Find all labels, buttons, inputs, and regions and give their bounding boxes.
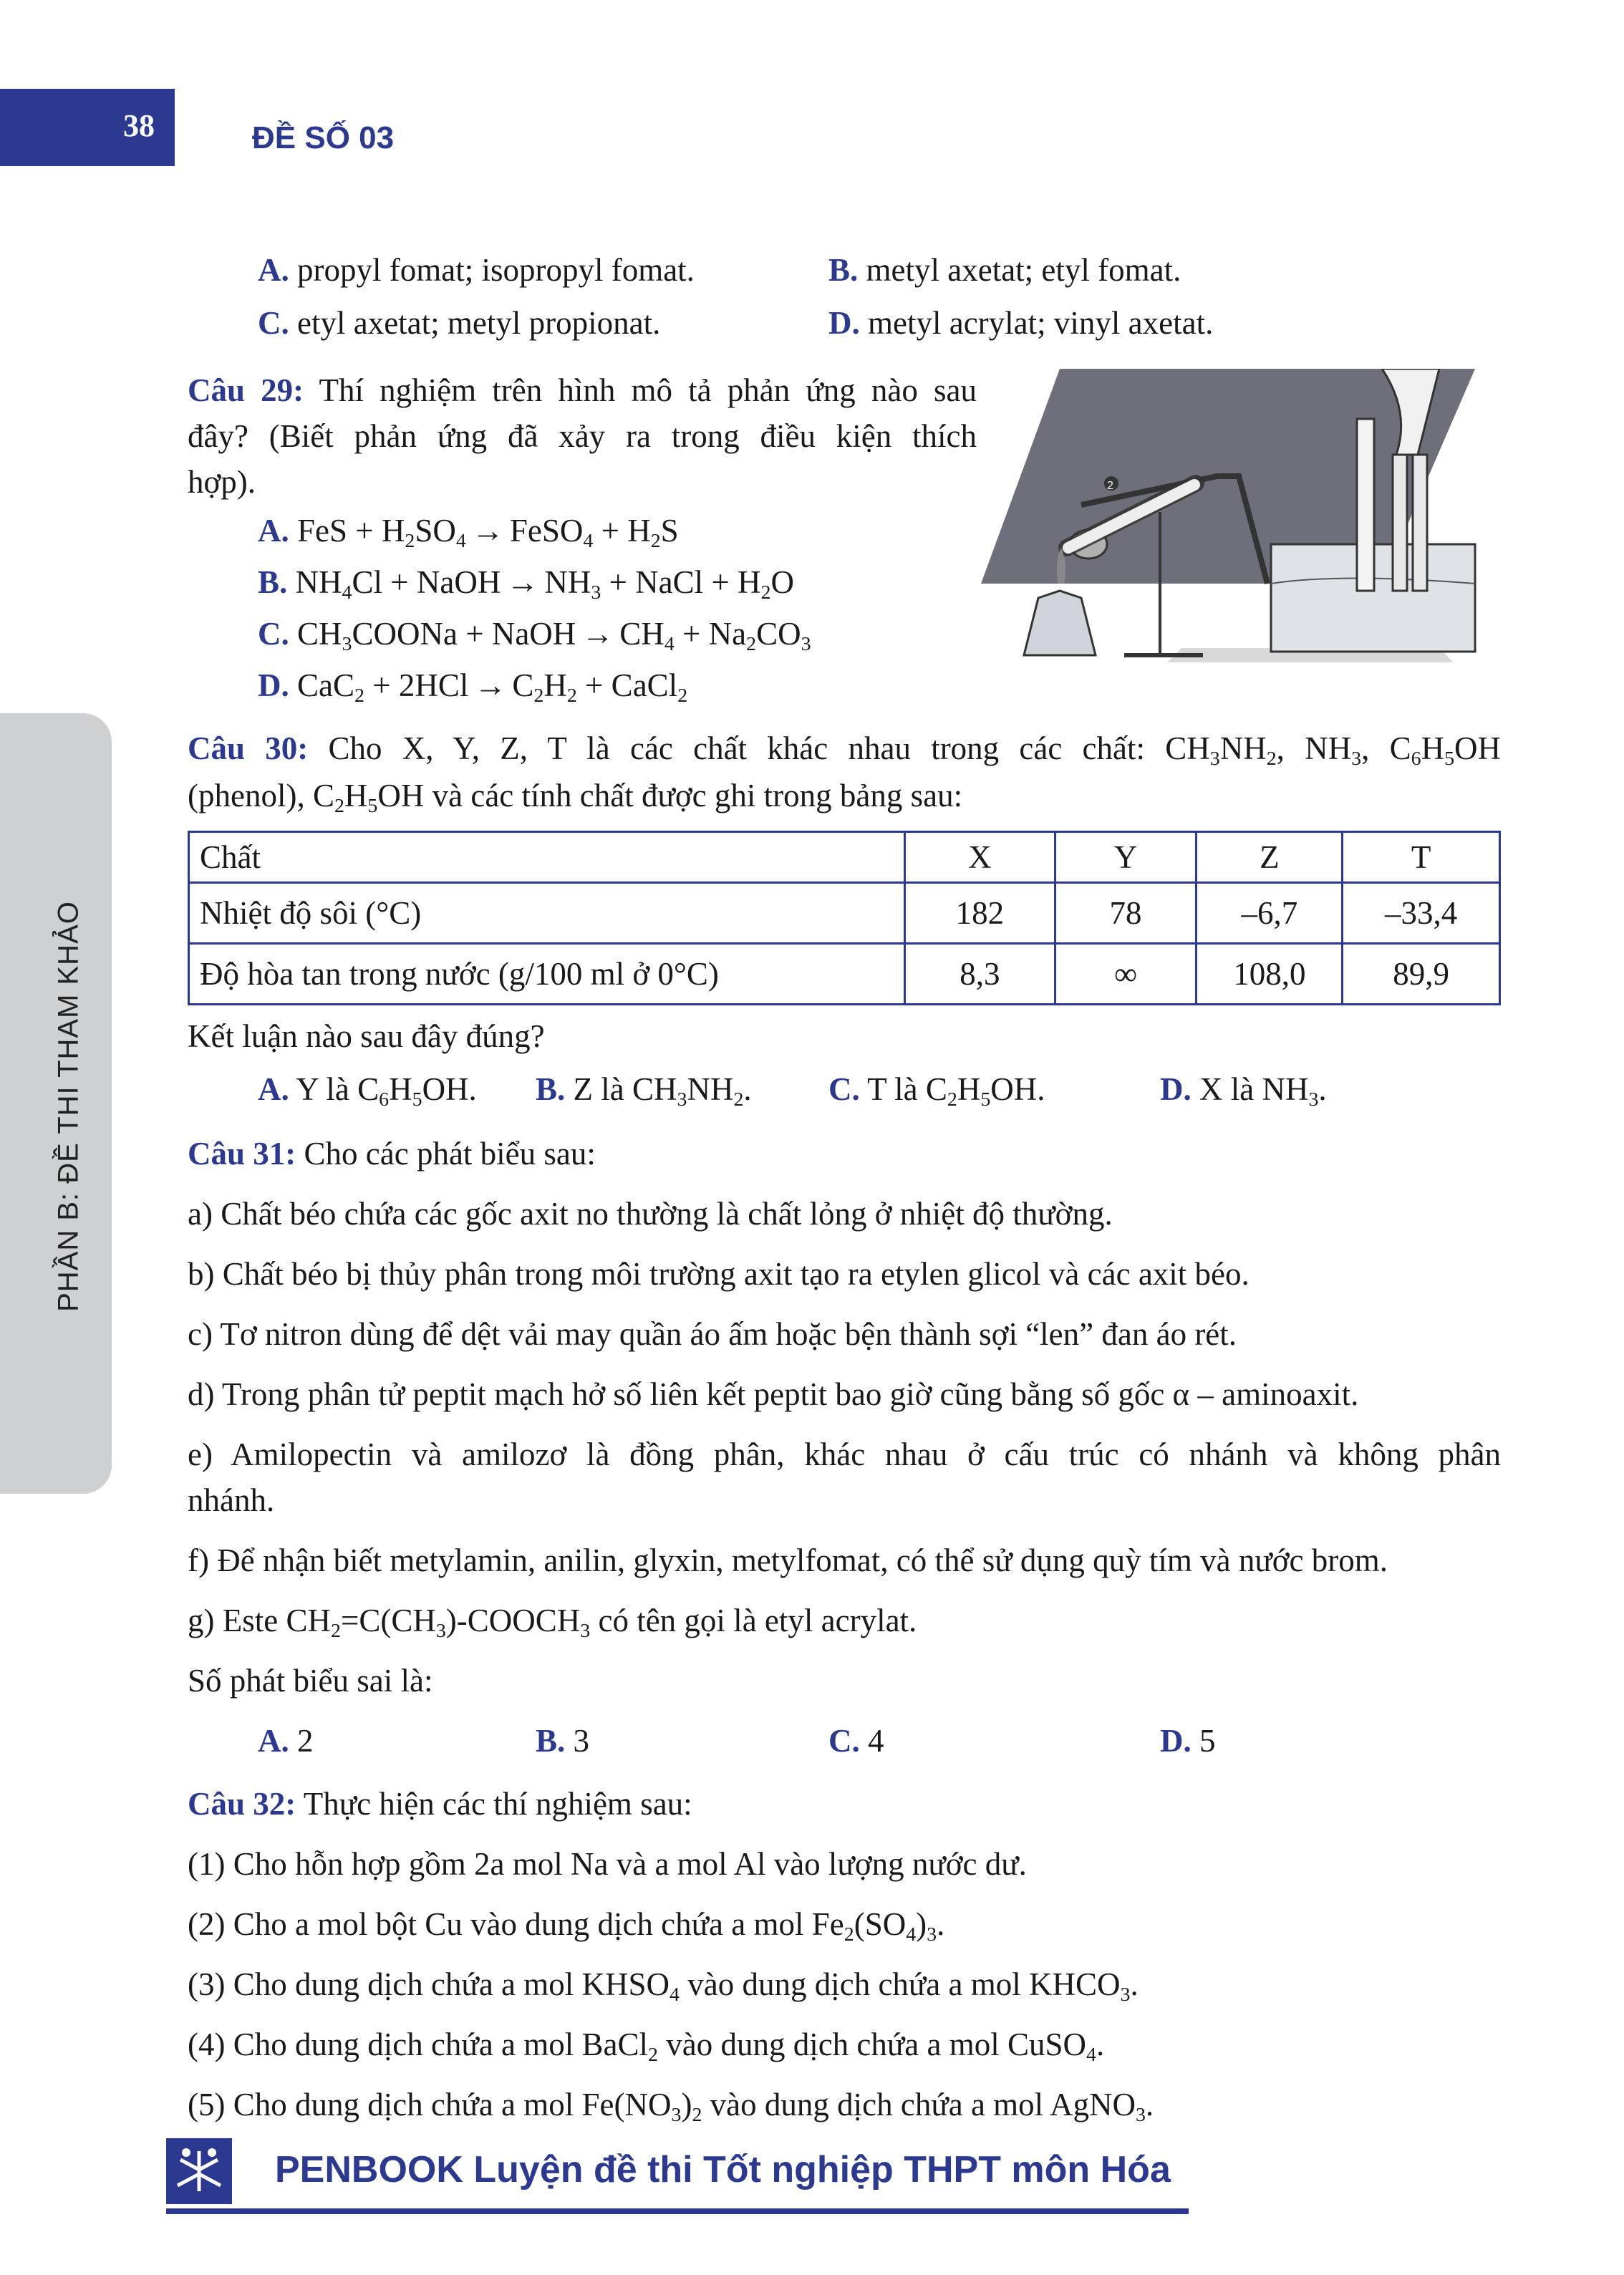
footer-rule: [166, 2208, 1189, 2214]
q32-stem: Câu 32: Thực hiện các thí nghiệm sau:: [188, 1786, 692, 1822]
q32-item: (3) Cho dung dịch chứa a mol $KHSO_4$ vào dung dịch chứa a mol $KHCO_3$.: [188, 1966, 1139, 2006]
q28-option-d: D. metyl acrylat; vinyl axetat.: [828, 305, 1214, 341]
table-cell: 108,0: [1197, 944, 1343, 1005]
q29-option-c: C. $CH_3COONa$ + NaOH → $CH_4 + Na_2CO_3$: [258, 616, 811, 655]
table-cell: Độ hòa tan trong nước (g/100 ml ở 0°C): [189, 944, 905, 1005]
q31-question: Số phát biểu sai là:: [188, 1663, 433, 1699]
q30-option-d: D. X là $NH_3$.: [1160, 1071, 1327, 1111]
book-icon: [166, 2138, 232, 2204]
table-cell: 78: [1055, 883, 1197, 944]
q29-stem-line1: Câu 29: Thí nghiệm trên hình mô tả phản ứng nào sau: [188, 372, 977, 408]
table-cell: 8,3: [904, 944, 1055, 1005]
table-cell: 89,9: [1343, 944, 1500, 1005]
table-header-cell: Chất: [189, 832, 905, 883]
page-title: ĐỀ SỐ 03: [252, 120, 395, 155]
table-header-cell: T: [1343, 832, 1500, 883]
q31-statement: c) Tơ nitron dùng để dệt vải may quần áo ấm hoặc bện thành sợi “len” đan áo rét.: [188, 1316, 1237, 1352]
q31-option-c: C. 4: [828, 1723, 884, 1759]
collecting-tube: [1357, 419, 1374, 591]
page-number: 38: [123, 108, 155, 143]
q28-option-a: A. propyl fomat; isopropyl fomat.: [258, 252, 695, 288]
table-cell: –6,7: [1197, 883, 1343, 944]
q29-stem-line2: đây? (Biết phản ứng đã xảy ra trong điều kiện thích: [188, 418, 977, 454]
footer-logo: [166, 2138, 232, 2204]
q30-stem-line2: (phenol), $C_2H_5OH$ và các tính chất được ghi trong bảng sau:: [188, 778, 963, 817]
figure-marker: 2: [1107, 480, 1113, 492]
q31-statement: g) Este $CH_2=C(CH_3)-COOCH_3$ có tên gọi là etyl acrylat.: [188, 1603, 917, 1642]
q31-option-a: A. 2: [258, 1723, 314, 1759]
q29-stem-line3: hợp).: [188, 464, 256, 500]
q28-option-c: C. etyl axetat; metyl propionat.: [258, 305, 661, 341]
table-cell: 182: [904, 883, 1055, 944]
q29-option-d: D. $CaC_2 + 2HCl \to C_2H_2$ + CaCl$_2$: [258, 667, 688, 707]
side-tab-label: PHẦN B: ĐỀ THI THAM KHẢO: [52, 901, 84, 1312]
q30-option-a: A. Y là $C_6H_5OH$.: [258, 1071, 477, 1111]
table-cell: –33,4: [1343, 883, 1500, 944]
q31-statement: d) Trong phân tử peptit mạch hở số liên kết peptit bao giờ cũng bằng số gốc α – aminoaxit.: [188, 1376, 1359, 1412]
q31-statement: a) Chất béo chứa các gốc axit no thường là chất lỏng ở nhiệt độ thường.: [188, 1196, 1113, 1232]
q31-statement: b) Chất béo bị thủy phân trong môi trường axit tạo ra etylen glicol và các axit béo.: [188, 1256, 1250, 1292]
experiment-figure: [981, 369, 1489, 662]
q31-statement-cont: nhánh.: [188, 1482, 275, 1518]
table-cell: ∞: [1055, 944, 1197, 1005]
q30-question: Kết luận nào sau đây đúng?: [188, 1018, 545, 1054]
q31-option-d: D. 5: [1160, 1723, 1216, 1759]
q31-statement: e) Amilopectin và amilozơ là đồng phân, khác nhau ở cấu trúc có nhánh và không phân: [188, 1436, 1501, 1472]
table-header-cell: X: [904, 832, 1055, 883]
q30-stem-line1: Câu 30: Cho X, Y, Z, T là các chất khác nhau trong các chất: $CH_3NH_2$, $NH_3$, $C_6H_5OH$: [188, 730, 1502, 770]
q32-item: (4) Cho dung dịch chứa a mol BaCl$_2$ vào dung dịch chứa a mol CuSO$_4$.: [188, 2027, 1105, 2066]
q29-option-a: A. FeS + $H_2SO_4$ → FeSO$_4$ + $H_2S$: [258, 513, 679, 552]
q31-stem: Câu 31: Cho các phát biểu sau:: [188, 1136, 596, 1172]
q31-statement: f) Để nhận biết metylamin, anilin, glyxin, metylfomat, có thể sử dụng quỳ tím và nước brom.: [188, 1542, 1388, 1578]
collecting-tube-2: [1393, 455, 1407, 591]
q29-option-b: B. $NH_4Cl$ + NaOH → $NH_3$ + NaCl + $H_2O$: [258, 564, 794, 604]
q32-item: (5) Cho dung dịch chứa a mol $Fe(NO_3)_2$ vào dung dịch chứa a mol AgNO$_3$.: [188, 2087, 1154, 2126]
table-row: [189, 883, 1500, 944]
q30-option-c: C. T là $C_2H_5OH$.: [828, 1071, 1045, 1111]
q31-option-b: B. 3: [536, 1723, 590, 1759]
footer-title: PENBOOK Luyện đề thi Tốt nghiệp THPT môn Hóa: [275, 2149, 1171, 2191]
q32-item: (1) Cho hỗn hợp gồm 2a mol Na và a mol Al vào lượng nước dư.: [188, 1846, 1027, 1882]
table-header-row: [189, 832, 1500, 883]
q28-option-b: B. metyl axetat; etyl fomat.: [828, 252, 1181, 288]
table-row: [189, 944, 1500, 1005]
properties-table: [188, 831, 1501, 1005]
table-header-cell: Y: [1055, 832, 1197, 883]
q32-item: (2) Cho a mol bột Cu vào dung dịch chứa a mol $Fe_2(SO_4)_3$.: [188, 1906, 945, 1946]
q30-option-b: B. Z là $CH_3NH_2$.: [536, 1071, 752, 1111]
table-cell: Nhiệt độ sôi (°C): [189, 883, 905, 944]
table-header-cell: Z: [1197, 832, 1343, 883]
